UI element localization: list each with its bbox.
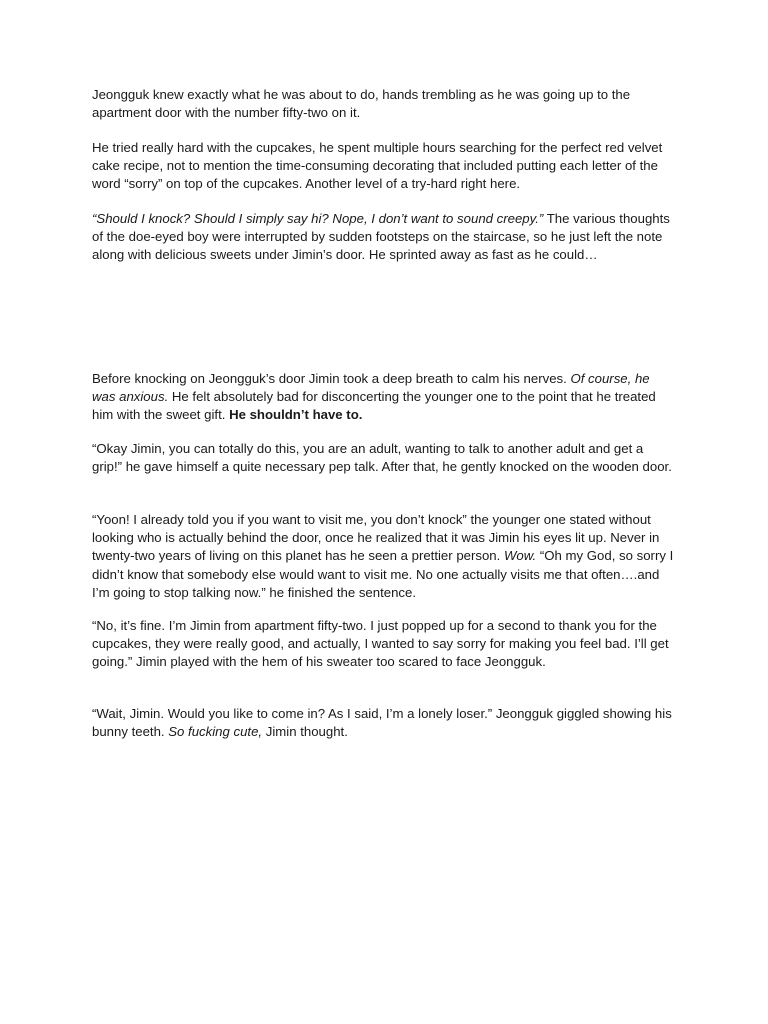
paragraph-1 <box>92 86 676 122</box>
paragraph-6 <box>92 511 676 602</box>
paragraph-5-text: “Okay Jimin, you can totally do this, you are an adult, wanting to talk to another adult and get a grip!” he gave himself a quite necessary pep talk. After that, he gently knocked on the wooden door. <box>92 441 672 475</box>
paragraph-4 <box>92 370 676 425</box>
paragraph-3-text <box>92 210 676 265</box>
paragraph-2 <box>92 139 676 194</box>
paragraph-6-italic: Wow. <box>503 548 537 564</box>
paragraph-3-quote: “Should I knock? Should I simply say hi? Nope, I don’t want to sound creepy.” <box>92 211 544 226</box>
paragraph-6-part1: “Yoon! I already told you if you want to visit me, you don’t knock” the younger one stated without looking who is actually behind the door, once he realized that it was Jimin his eyes lit up. Never in twenty-two years of living on this planet has he seen a prettier person. <box>92 512 660 564</box>
paragraph-8-part2: Jimin thought. <box>262 724 348 740</box>
paragraph-4-bold: He shouldn’t have to. <box>229 407 363 423</box>
paragraph-8 <box>92 705 676 741</box>
paragraph-3-rest: The various thoughts of the doe-eyed boy were interrupted by sudden footsteps on the staircase, so he just left the note along with delicious sweets under Jimin’s door. He sprinted away as fast as he could… <box>92 211 670 263</box>
paragraph-4-italic: Of course, he was anxious. <box>92 371 650 405</box>
paragraph-2-text: He tried really hard with the cupcakes, he spent multiple hours searching for the perfect red velvet cake recipe, not to mention the time-consuming decorating that included putting each letter of the word “sorry” on top of the cupcakes. Another level of a try-hard right here. <box>92 140 663 192</box>
paragraph-7-text: “No, it’s fine. I’m Jimin from apartment fifty-two. I just popped up for a second to thank you for the cupcakes, they were really good, and actually, I wanted to say sorry for making you feel bad. I’ll get going.” Jimin played with the hem of his sweater too scared to face Jeongguk. <box>92 618 669 670</box>
paragraph-4-part2: He felt absolutely bad for disconcerting the younger one to the point that he treated him with the sweet gift. <box>92 389 656 423</box>
paragraph-6-text <box>92 511 676 602</box>
paragraph-8-part1: “Wait, Jimin. Would you like to come in? As I said, I’m a lonely loser.” Jeongguk giggled showing his bunny teeth. <box>92 706 672 740</box>
paragraph-1-text: Jeongguk knew exactly what he was about to do, hands trembling as he was going up to the apartment door with the number fifty-two on it. <box>92 87 631 121</box>
paragraph-5 <box>92 440 676 476</box>
paragraph-3 <box>92 210 676 265</box>
paragraph-7 <box>92 617 676 672</box>
paragraph-4-text <box>92 370 676 425</box>
paragraph-8-text <box>92 705 676 741</box>
paragraph-8-italic: So fucking cute, <box>168 724 263 740</box>
paragraph-6-part2: “Oh my God, so sorry I didn’t know that somebody else would want to visit me. No one actually visits me that often….and I’m going to stop talking now.” he finished the sentence. <box>92 548 674 600</box>
paragraph-4-part1: Before knocking on Jeongguk’s door Jimin took a deep breath to calm his nerves. <box>92 371 571 386</box>
